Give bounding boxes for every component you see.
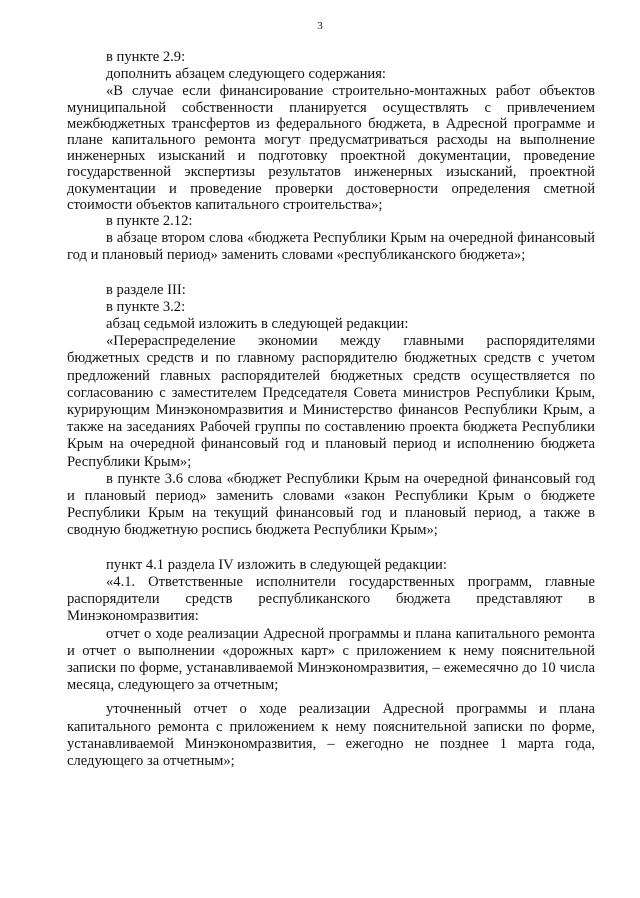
- paragraph-item-2-12: в пункте 2.12:: [106, 213, 193, 230]
- paragraph-item-2-9: в пункте 2.9:: [106, 49, 186, 65]
- document-body: [67, 49, 595, 770]
- paragraph-section-3: в разделе III:: [106, 281, 186, 298]
- paragraph-item-4-1: пункт 4.1 раздела IV изложить в следующей редакции:: [106, 556, 447, 573]
- paragraph-quote-2-9: «В случае если финансирование строительно-монтажных работ объектов муниципальной собственности планируется осуществлять с привлечением межбюджетных трансфертов из федерального бюджета, в Адресной программе и плане капитального ремонта могут предусматриваться расходы на выполнение инженерных изысканий и подготовку проектной документации, проведение государственной экспертизы результатов инженерных изысканий, проектной документации и проведение проверки достоверности определения сметной стоимости объектов капитального строительства»;: [67, 83, 595, 213]
- paragraph-2-12-replacement: в абзаце втором слова «бюджета Республики Крым на очередной финансовый год и плановый период» заменить словами «республиканского бюджета»;: [67, 230, 595, 264]
- paragraph-abzac-7: абзац седьмой изложить в следующей редакции:: [106, 316, 409, 333]
- paragraph-add-abzac: дополнить абзацем следующего содержания:: [106, 66, 386, 83]
- paragraph-monthly-report: отчет о ходе реализации Адресной программы и плана капитального ремонта и отчет о выполнении «дорожных карт» с приложением к нему пояснительной записки по форме, устанавливаемой Минэкономразвития, – ежемесячно до 10 числа месяца, следующего за отчетным;: [67, 625, 595, 694]
- paragraph-item-3-6: в пункте 3.6 слова «бюджет Республики Крым на очередной финансовый год и плановый период» заменить словами «закон Республики Крым о бюджете Республики Крым на текущий финансовый год и плановый период, а также в сводную бюджетную роспись бюджета Республики Крым»;: [67, 470, 595, 539]
- paragraph-annual-report: уточненный отчет о ходе реализации Адресной программы и плана капитального ремонта с приложением к нему пояснительной записки по форме, устанавливаемой Минэкономразвития, – ежегодно не позднее 1 марта года, следующего за отчетным»;: [67, 701, 595, 769]
- paragraph-quote-4-1: «4.1. Ответственные исполнители государственных программ, главные распорядители средств республиканского бюджета представляют в Минэкономразвития:: [67, 573, 595, 625]
- paragraph-item-3-2: в пункте 3.2:: [106, 298, 186, 315]
- page-number: 3: [317, 20, 323, 32]
- paragraph-quote-3-2: «Перераспределение экономии между главными распорядителями бюджетных средств и по главному распорядителю бюджетных средств с учетом предложений главных распорядителей бюджетных средств осуществляется по согласованию с заместителем Председателя Совета министров Республики Крым, курирующим Минэкономразвития и Министерство финансов Республики Крым, а также на заседаниях Рабочей группы по составлению проекта бюджета Республики Крым на очередной финансовый год и плановый период и исполнению бюджета Республики Крым»;: [67, 333, 595, 470]
